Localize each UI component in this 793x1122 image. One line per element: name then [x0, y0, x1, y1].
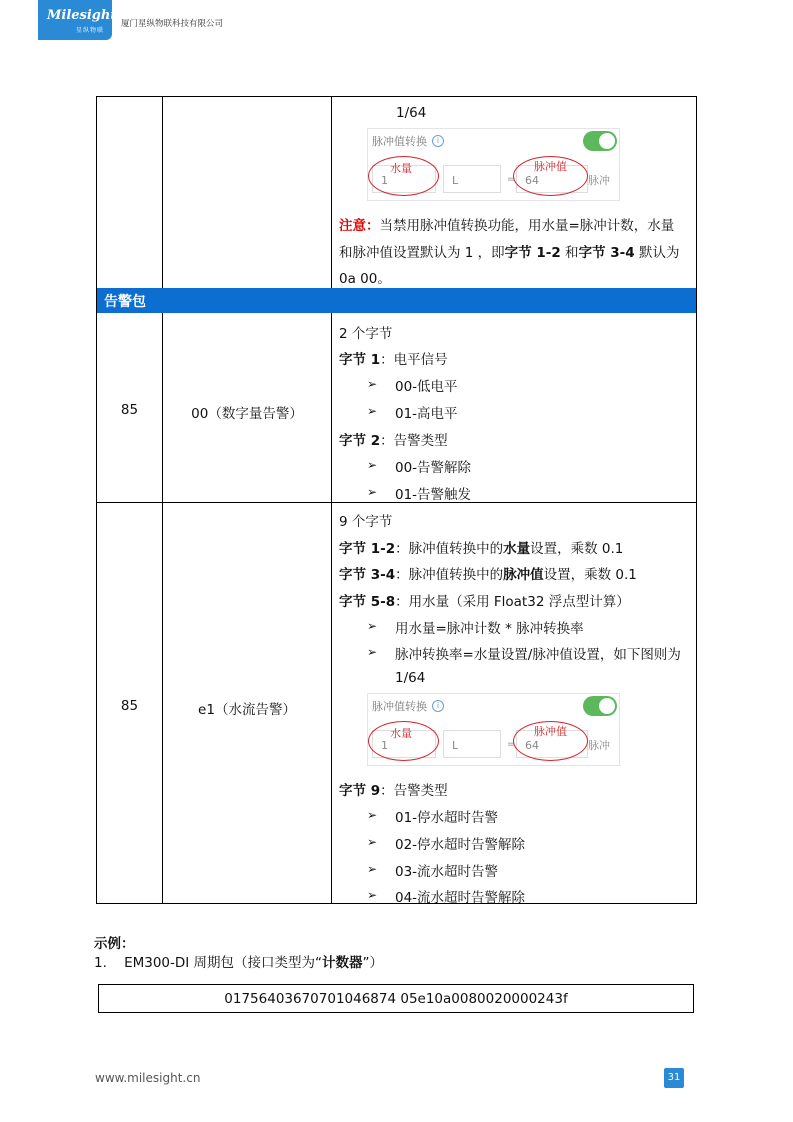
pulse-unit: 脉冲 — [588, 739, 610, 752]
row2-b2-item: 00-告警解除 — [395, 460, 472, 476]
row3-b9-item: 04-流水超时告警解除 — [395, 890, 526, 906]
pulse-input[interactable]: 64 — [516, 730, 588, 758]
example-hex-code: 01756403670701046874 05e10a0080020000243f — [98, 984, 694, 1013]
milesight-logo — [38, 0, 117, 40]
unit-select[interactable]: L — [443, 165, 501, 193]
row3-type: e1（水流告警） — [198, 702, 296, 718]
row2-bytes: 2 个字节 — [339, 326, 393, 342]
row2-b1-item: 00-低电平 — [395, 379, 458, 395]
ratio-text: 1/64 — [396, 105, 427, 121]
note-line-3: 0a 00。 — [339, 271, 391, 287]
unit-select[interactable]: L — [443, 730, 501, 758]
arrow-icon: ➢ — [367, 458, 378, 472]
row3-bytes: 9 个字节 — [339, 514, 393, 530]
arrow-icon: ➢ — [367, 862, 378, 876]
row3-b9-item: 02-停水超时告警解除 — [395, 837, 526, 853]
row2-b1-item: 01-高电平 — [395, 406, 458, 422]
protocol-table — [96, 96, 697, 904]
arrow-icon: ➢ — [367, 645, 378, 659]
info-icon[interactable]: i — [432, 700, 444, 712]
row2-b2-item: 01-告警触发 — [395, 487, 472, 503]
footer-url[interactable]: www.milesight.cn — [95, 1071, 201, 1085]
water-annotation: 水量 — [390, 162, 412, 175]
row2-byte2: 字节 2：告警类型 — [339, 433, 448, 449]
row3-line2: 字节 3-4：脉冲值转换中的脉冲值设置，乘数 0.1 — [339, 567, 637, 583]
equals-sign: = — [507, 174, 516, 185]
equals-sign: = — [507, 739, 516, 750]
pulse-toggle[interactable] — [583, 131, 617, 151]
section-title-alarm: 告警包 — [97, 288, 696, 313]
row3-line1: 字节 1-2：脉冲值转换中的水量设置，乘数 0.1 — [339, 541, 624, 557]
row3-line3: 字节 5-8：用水量（采用 Float32 浮点型计算） — [339, 594, 630, 610]
row3-channel: 85 — [120, 698, 139, 714]
row3-byte9: 字节 9：告警类型 — [339, 783, 448, 799]
info-icon[interactable]: i — [432, 135, 444, 147]
arrow-icon: ➢ — [367, 404, 378, 418]
logo-subtext: 星纵物联 — [76, 27, 105, 34]
col-divider-2-top — [331, 97, 332, 288]
row3-ratio: 1/64 — [395, 670, 426, 686]
arrow-icon: ➢ — [367, 377, 378, 391]
pulse-annotation: 脉冲值 — [534, 160, 567, 173]
row3-sub2: 脉冲转换率=水量设置/脉冲值设置，如下图则为 — [395, 647, 681, 663]
arrow-icon: ➢ — [367, 835, 378, 849]
note-line-1: 注意：当禁用脉冲值转换功能，用水量=脉冲计数，水量 — [339, 218, 675, 234]
col-divider-2 — [331, 313, 332, 903]
company-name: 厦门星纵物联科技有限公司 — [121, 19, 224, 29]
arrow-icon: ➢ — [367, 485, 378, 499]
pulse-conversion-widget — [367, 128, 620, 201]
row3-sub1: 用水量=脉冲计数 * 脉冲转换率 — [395, 621, 584, 637]
water-annotation: 水量 — [390, 727, 412, 740]
arrow-icon: ➢ — [367, 808, 378, 822]
water-input[interactable]: 1 — [372, 730, 436, 758]
toggle-knob — [599, 133, 615, 149]
logo-text: Milesight — [47, 8, 117, 23]
pulse-conversion-widget — [367, 693, 620, 766]
widget-title: 脉冲值转换 — [372, 135, 427, 148]
row2-byte1: 字节 1：电平信号 — [339, 352, 448, 368]
water-input[interactable]: 1 — [372, 165, 436, 193]
pulse-toggle[interactable] — [583, 696, 617, 716]
row3-b9-item: 03-流水超时告警 — [395, 864, 499, 880]
col-divider-1-top — [162, 97, 163, 288]
arrow-icon: ➢ — [367, 619, 378, 633]
example-heading: 示例： — [94, 936, 135, 952]
example-line-1: 1. EM300-DI 周期包（接口类型为“计数器”） — [94, 955, 384, 971]
row2-type: 00（数字量告警） — [191, 406, 303, 422]
note-line-2: 和脉冲值设置默认为 1 ，即字节 1-2 和字节 3-4 默认为 — [339, 245, 680, 261]
page-number: 31 — [664, 1068, 684, 1088]
arrow-icon: ➢ — [367, 888, 378, 902]
toggle-knob — [599, 698, 615, 714]
widget-title: 脉冲值转换 — [372, 700, 427, 713]
pulse-unit: 脉冲 — [588, 174, 610, 187]
row3-b9-item: 01-停水超时告警 — [395, 810, 499, 826]
pulse-annotation: 脉冲值 — [534, 725, 567, 738]
row2-channel: 85 — [120, 402, 139, 418]
pulse-input[interactable]: 64 — [516, 165, 588, 193]
